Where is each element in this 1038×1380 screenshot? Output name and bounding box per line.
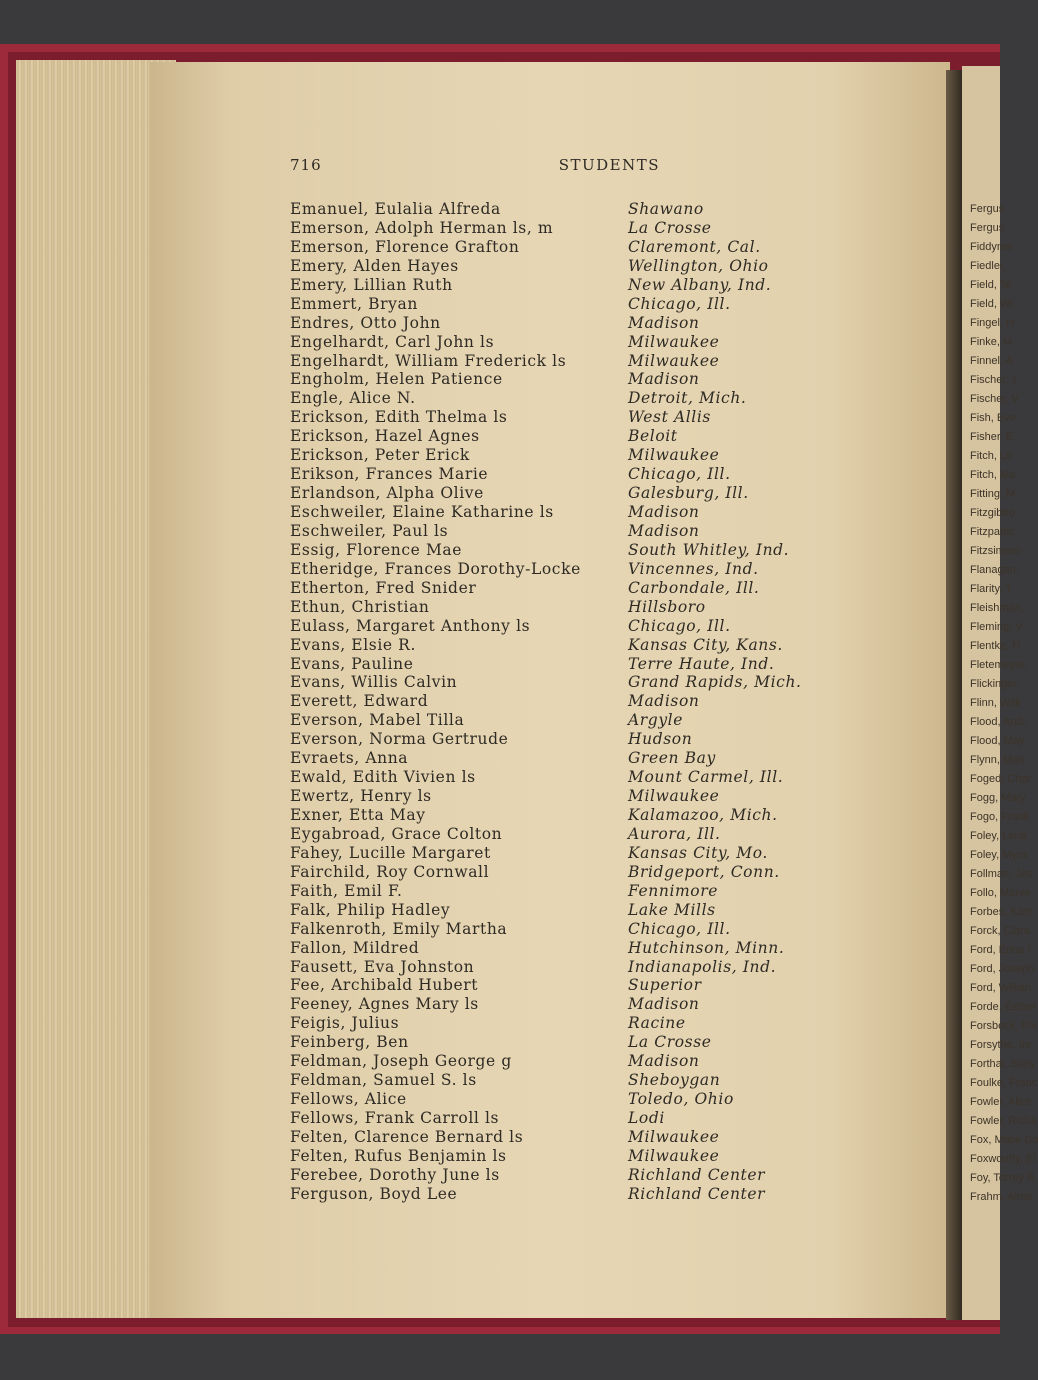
next-page-stub: Fletemeyer,	[970, 659, 1028, 671]
student-name: Emery, Lillian Ruth	[290, 275, 453, 294]
next-page-stub: Fingel, H	[970, 317, 1015, 329]
next-page-stub: Fox, Matie Do	[970, 1134, 1038, 1146]
next-page-stub: Fergus	[970, 222, 1005, 234]
student-hometown: Fennimore	[628, 881, 719, 900]
student-name: Felten, Rufus Benjamin ls	[290, 1146, 507, 1165]
student-name: Erikson, Frances Marie	[290, 465, 489, 484]
student-entry	[280, 200, 840, 219]
next-page-stub: Fitzsimmo	[970, 545, 1021, 557]
student-entry	[280, 901, 840, 920]
running-head: STUDENTS	[558, 156, 660, 174]
student-entry	[280, 522, 840, 541]
next-page-stub: Fitzpatric	[970, 526, 1015, 538]
student-name: Fairchild, Roy Cornwall	[290, 862, 490, 881]
student-entry	[280, 1147, 840, 1166]
next-page-stub: Fleishman,	[970, 602, 1024, 614]
student-name: Feeney, Agnes Mary ls	[290, 995, 479, 1014]
next-page-stub: Forck, Clara	[970, 925, 1030, 937]
student-entry	[280, 503, 840, 522]
student-name: Engholm, Helen Patience	[290, 370, 503, 389]
student-hometown: Detroit, Mich.	[628, 389, 747, 408]
student-name: Etheridge, Frances Dorothy-Locke	[290, 559, 581, 578]
student-hometown: Green Bay	[628, 749, 716, 768]
student-entry	[280, 673, 840, 692]
next-page-stub: Forsbeck, Phi	[970, 1020, 1038, 1032]
student-entry	[280, 730, 840, 749]
student-hometown: South Whitley, Ind.	[628, 540, 790, 559]
next-page-stub: Field, Te	[970, 279, 1012, 291]
student-entry	[280, 958, 840, 977]
next-page-stub: Forthal, Sony	[970, 1058, 1036, 1070]
student-name: Emanuel, Eulalia Alfreda	[290, 200, 501, 218]
student-hometown: Milwaukee	[628, 446, 720, 465]
student-hometown: Madison	[628, 370, 700, 389]
student-name: Erickson, Peter Erick	[290, 446, 470, 465]
student-hometown: Carbondale, Ill.	[628, 578, 760, 597]
student-hometown: Hutchinson, Minn.	[628, 938, 785, 957]
next-page-stub: Fogo, Frank	[970, 811, 1030, 823]
student-hometown: Superior	[628, 976, 702, 995]
student-entry	[280, 560, 840, 579]
next-page-stub: Fogg, Mary	[970, 792, 1026, 804]
student-name: Fahey, Lucille Margaret	[290, 843, 491, 862]
student-name: Fellows, Alice	[290, 1090, 407, 1109]
student-entry	[280, 863, 840, 882]
next-page-stub: Fleming, V	[970, 621, 1023, 633]
student-name: Fee, Archibald Hubert	[290, 976, 479, 995]
student-entry	[280, 995, 840, 1014]
next-page-stub: Flanagan,	[970, 564, 1019, 576]
next-page-stub: Ford, Edna I	[970, 944, 1031, 956]
next-page-stub: Fowler, Richa	[970, 1115, 1037, 1127]
next-page-stub: Fish, Eve	[970, 412, 1016, 424]
student-hometown: La Crosse	[628, 1033, 712, 1052]
student-name: Feldman, Joseph George g	[290, 1052, 512, 1071]
next-page-stub: Fitzgibbo	[970, 507, 1015, 519]
student-hometown: Hudson	[628, 730, 693, 749]
student-name: Engelhardt, Carl John ls	[290, 332, 495, 351]
student-entry	[280, 617, 840, 636]
student-entry	[280, 333, 840, 352]
next-page-stub: Fischer, V	[970, 393, 1019, 405]
student-name: Exner, Etta May	[290, 806, 426, 824]
student-hometown: La Crosse	[628, 218, 712, 237]
student-entry	[280, 352, 840, 371]
next-page-stub: Flood, May	[970, 735, 1025, 747]
student-hometown: Grand Rapids, Mich.	[628, 673, 802, 692]
next-page-stub: Frahm, Alma	[970, 1191, 1033, 1203]
student-hometown: Claremont, Cal.	[628, 237, 761, 256]
student-name: Fellows, Frank Carroll ls	[290, 1109, 500, 1127]
student-name: Eygabroad, Grace Colton	[290, 824, 503, 843]
student-name: Feigis, Julius	[290, 1014, 400, 1033]
student-name: Falkenroth, Emily Martha	[290, 919, 508, 938]
next-page-stub: Flarity, T	[970, 583, 1012, 595]
student-name: Eulass, Margaret Anthony ls	[290, 616, 531, 635]
student-hometown: Racine	[628, 1014, 686, 1033]
student-hometown: New Albany, Ind.	[628, 275, 772, 294]
student-hometown: Wellington, Ohio	[628, 256, 769, 275]
student-hometown: Bridgeport, Conn.	[628, 862, 780, 881]
student-hometown: Madison	[628, 995, 700, 1014]
student-entry	[280, 655, 840, 674]
student-hometown: Galesburg, Ill.	[628, 484, 749, 503]
student-entry	[280, 787, 840, 806]
next-page-edge	[962, 66, 1038, 1320]
student-hometown: Milwaukee	[628, 1127, 720, 1146]
next-page-stub: Ford, Joseph	[970, 963, 1035, 975]
student-hometown: Kalamazoo, Mich.	[628, 806, 778, 824]
student-entry	[280, 579, 840, 598]
student-name: Evans, Elsie R.	[290, 635, 416, 654]
student-name: Faith, Emil F.	[290, 881, 403, 900]
student-entry	[280, 408, 840, 427]
next-page-stub: Flickinger,	[970, 678, 1020, 690]
student-name: Evraets, Anna	[290, 749, 409, 768]
student-hometown: Milwaukee	[628, 787, 720, 806]
next-page-stub: Fiddyme	[970, 241, 1013, 253]
next-page-stub: Follman, Jes	[970, 868, 1033, 880]
student-name: Everson, Norma Gertrude	[290, 730, 509, 749]
student-hometown: Madison	[628, 503, 700, 521]
student-hometown: Richland Center	[628, 1184, 766, 1203]
student-hometown: Aurora, Ill.	[628, 824, 721, 843]
student-name: Erickson, Hazel Agnes	[290, 427, 480, 446]
student-name: Erickson, Edith Thelma ls	[290, 408, 508, 427]
student-entry	[280, 711, 840, 730]
student-entry	[280, 427, 840, 446]
next-page-stub: Foy, Torrey B	[970, 1172, 1035, 1184]
next-page-stub-list	[962, 200, 1038, 1207]
student-entry	[280, 920, 840, 939]
student-name: Fausett, Eva Johnston	[290, 957, 475, 976]
student-entry	[280, 1090, 840, 1109]
student-name: Ewald, Edith Vivien ls	[290, 768, 476, 787]
student-name: Ferebee, Dorothy June ls	[290, 1165, 500, 1184]
page-header	[290, 156, 660, 180]
student-name: Engle, Alice N.	[290, 389, 416, 408]
next-page-stub: Flood, Andr	[970, 716, 1027, 728]
student-hometown: Milwaukee	[628, 332, 720, 351]
student-name: Endres, Otto John	[290, 313, 441, 332]
student-entry	[280, 939, 840, 958]
student-name: Engelhardt, William Frederick ls	[290, 351, 567, 370]
student-name: Emery, Alden Hayes	[290, 256, 459, 275]
student-entry	[280, 276, 840, 295]
next-page-stub: Fiedler,	[970, 260, 1007, 272]
next-page-stub: Ford, Willian	[970, 982, 1032, 994]
next-page-stub: Finnel, A	[970, 355, 1013, 367]
student-hometown: Milwaukee	[628, 351, 720, 370]
next-page-stub: Fischer, J	[970, 374, 1018, 386]
student-hometown: Argyle	[628, 711, 684, 730]
student-hometown: Lake Mills	[628, 900, 716, 919]
student-hometown: Kansas City, Kans.	[628, 635, 783, 654]
student-entry	[280, 295, 840, 314]
next-page-stub: Fitch, Lo	[970, 450, 1013, 462]
next-page-stub: Forde, Esther	[970, 1001, 1037, 1013]
student-entry	[280, 692, 840, 711]
student-hometown: Beloit	[628, 427, 678, 446]
student-name: Emerson, Adolph Herman ls, m	[290, 218, 554, 237]
student-hometown: Toledo, Ohio	[628, 1090, 734, 1109]
next-page-stub: Flinn, Willi	[970, 697, 1021, 709]
student-hometown: Lodi	[628, 1109, 665, 1127]
student-name: Everett, Edward	[290, 692, 429, 711]
student-name: Fallon, Mildred	[290, 938, 420, 957]
student-entry	[280, 389, 840, 408]
student-name: Everson, Mabel Tilla	[290, 711, 465, 730]
student-entry	[280, 314, 840, 333]
student-hometown: Chicago, Ill.	[628, 294, 731, 313]
next-page-stub: Fitting, M	[970, 488, 1016, 500]
next-page-stub: Fitch, Ma	[970, 469, 1016, 481]
student-hometown: Chicago, Ill.	[628, 465, 731, 484]
student-entry	[280, 1033, 840, 1052]
student-hometown: Chicago, Ill.	[628, 616, 731, 635]
next-page-stub: Forbes, Kath	[970, 906, 1033, 918]
student-entry	[280, 370, 840, 389]
student-hometown: West Allis	[628, 408, 711, 427]
student-entry	[280, 484, 840, 503]
next-page-stub: Foxworthy, El	[970, 1153, 1036, 1165]
student-entry	[280, 219, 840, 238]
student-hometown: Shawano	[628, 200, 704, 218]
student-entry	[280, 598, 840, 617]
next-page-stub: Foley, Myra	[970, 849, 1027, 861]
student-name: Eschweiler, Paul ls	[290, 521, 449, 540]
student-entry	[280, 636, 840, 655]
student-entry	[280, 1071, 840, 1090]
student-hometown: Mount Carmel, Ill.	[628, 768, 784, 787]
student-hometown: Vincennes, Ind.	[628, 559, 759, 578]
student-name: Evans, Willis Calvin	[290, 673, 458, 692]
student-entry	[280, 541, 840, 560]
student-entry	[280, 238, 840, 257]
student-name: Ethun, Christian	[290, 597, 430, 616]
student-hometown: Madison	[628, 521, 700, 540]
next-page-stub: Foley, Lena	[970, 830, 1027, 842]
student-entry	[280, 1109, 840, 1128]
student-name: Ewertz, Henry ls	[290, 787, 432, 806]
student-entry	[280, 465, 840, 484]
next-page-stub: Field, Wi	[970, 298, 1013, 310]
next-page-stub: Fowler, Alice	[970, 1096, 1032, 1108]
student-entry	[280, 1128, 840, 1147]
student-entry	[280, 1014, 840, 1033]
student-name: Essig, Florence Mae	[290, 540, 463, 559]
student-hometown: Chicago, Ill.	[628, 919, 731, 938]
student-hometown: Sheboygan	[628, 1071, 721, 1090]
student-name: Emmert, Bryan	[290, 294, 418, 313]
student-name: Feldman, Samuel S. ls	[290, 1071, 477, 1090]
student-name: Falk, Philip Hadley	[290, 900, 451, 919]
next-page-stub: Finke, M	[970, 336, 1013, 348]
student-name: Etherton, Fred Snider	[290, 578, 477, 597]
student-hometown: Hillsboro	[628, 597, 706, 616]
student-entry	[280, 257, 840, 276]
student-name: Ferguson, Boyd Lee	[290, 1184, 458, 1203]
student-name: Erlandson, Alpha Olive	[290, 484, 484, 503]
student-entry	[280, 1052, 840, 1071]
page-number: 716	[290, 156, 322, 174]
student-entry	[280, 1166, 840, 1185]
student-entry	[280, 825, 840, 844]
student-entry	[280, 976, 840, 995]
student-entry	[280, 1185, 840, 1204]
next-page-stub: Follo, Marve	[970, 887, 1031, 899]
student-list	[280, 200, 840, 1204]
student-hometown: Indianapolis, Ind.	[628, 957, 777, 976]
student-name: Felten, Clarence Bernard ls	[290, 1127, 524, 1146]
next-page-stub: Forsythe, Ire	[970, 1039, 1032, 1051]
next-page-stub: Fergus	[970, 203, 1005, 215]
student-hometown: Kansas City, Mo.	[628, 843, 768, 862]
student-hometown: Madison	[628, 692, 700, 711]
student-name: Feinberg, Ben	[290, 1033, 409, 1052]
student-name: Emerson, Florence Grafton	[290, 237, 520, 256]
next-page-stub: Fisher, E	[970, 431, 1014, 443]
student-hometown: Madison	[628, 313, 700, 332]
student-hometown: Richland Center	[628, 1165, 766, 1184]
student-hometown: Madison	[628, 1052, 700, 1071]
student-entry	[280, 844, 840, 863]
student-entry	[280, 446, 840, 465]
student-entry	[280, 749, 840, 768]
student-name: Evans, Pauline	[290, 654, 414, 673]
student-entry	[280, 882, 840, 901]
next-page-stub: Foulke, Franc	[970, 1077, 1038, 1089]
next-page-stub: Flentke, H	[970, 640, 1021, 652]
student-hometown: Terre Haute, Ind.	[628, 654, 775, 673]
next-page-stub: Foged, Char	[970, 773, 1032, 785]
student-hometown: Milwaukee	[628, 1146, 720, 1165]
student-entry	[280, 768, 840, 787]
student-entry	[280, 806, 840, 825]
student-name: Eschweiler, Elaine Katharine ls	[290, 503, 554, 521]
next-page-stub: Flynn, Mari	[970, 754, 1025, 766]
